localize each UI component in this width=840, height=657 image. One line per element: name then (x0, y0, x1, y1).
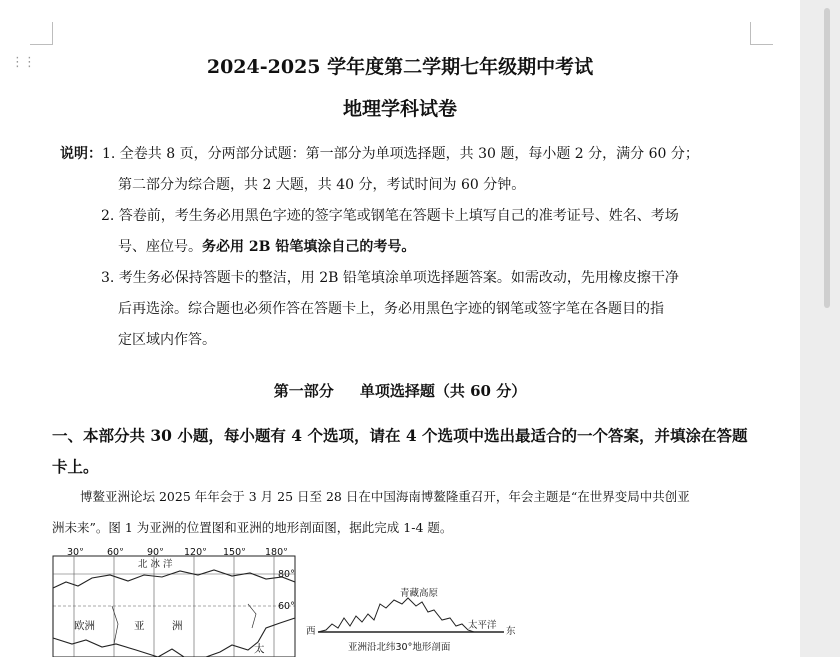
instruction-item-1 (60, 143, 699, 163)
scrollbar-thumb[interactable] (824, 8, 830, 308)
instruction-2-line-2b: 务必用 2B 铅笔填涂自己的考号。 (202, 239, 416, 255)
passage-line-2: 洲未来”。图 1 为亚洲的位置图和亚洲的地形剖面图，据此完成 1-4 题。 (52, 520, 453, 535)
profile-east-label: 东 (506, 626, 516, 637)
instruction-3-line-3: 定区域内作答。 (118, 332, 216, 348)
instruction-1-line-1: 1. 全卷共 8 页，分两部分试题：第一部分为单项选择题，共 30 题，每小题 2 分，满分 60 分； (102, 146, 699, 162)
lon-label-30: 30° (67, 548, 84, 558)
profile-terrain-line (318, 598, 474, 632)
pacific-ocean-label: 太平洋 (468, 620, 497, 631)
lat-label-80: 80° (278, 569, 295, 580)
margin-corner-left (30, 22, 53, 45)
exam-subtitle: 地理学科试卷 (342, 98, 457, 120)
arctic-ocean-label: 北 冰 洋 (138, 559, 173, 570)
lon-label-150: 150° (223, 548, 246, 558)
section-heading-line-1: 一、本部分共 30 小题，每小题有 4 个选项，请在 4 个选项中选出最适合的一个答案，并填涂在答题 (52, 426, 748, 445)
terrain-profile-figure (304, 586, 524, 657)
instruction-1-line-2: 第二部分为综合题，共 2 大题，共 40 分，考试时间为 60 分钟。 (118, 177, 526, 193)
plateau-label: 青藏高原 (400, 588, 439, 599)
section-title: 第一部分 单项选择题（共 60 分） (273, 382, 527, 400)
profile-west-label: 西 (306, 626, 316, 637)
europe-label: 欧洲 (74, 620, 95, 632)
asia-label-a: 亚 (134, 620, 145, 632)
asia-label-b: 洲 (172, 620, 183, 632)
lon-label-90: 90° (147, 548, 164, 558)
instruction-2-line-1: 2. 答卷前，考生务必用黑色字迹的签字笔或钢笔在答题卡上填写自己的准考证号、姓名、考场 (101, 208, 679, 224)
lon-label-120: 120° (184, 548, 207, 558)
instruction-3-line-2: 后再选涂。综合题也必须作答在答题卡上，务必用黑色字迹的钢笔或签字笔在各题目的指 (118, 301, 664, 317)
drag-handle-icon[interactable]: ⋮⋮ (11, 55, 35, 70)
margin-corner-right (750, 22, 773, 45)
pacific-label-part: 太 (254, 643, 265, 655)
lat-label-60: 60° (278, 601, 295, 612)
passage-line-1: 博鳌亚洲论坛 2025 年年会于 3 月 25 日至 28 日在中国海南博鳌隆重召开，年会主题是“在世界变局中共创亚 (80, 489, 690, 504)
section-heading-line-2: 卡上。 (52, 457, 99, 476)
asia-location-map (52, 548, 298, 657)
lon-label-180: 180° (265, 548, 288, 558)
instruction-2-line-2a: 号、座位号。 (118, 239, 202, 255)
profile-caption: 亚洲沿北纬30°地形剖面 (348, 642, 451, 653)
instruction-item-2-line-2 (118, 236, 415, 256)
scrollbar-track[interactable] (800, 0, 840, 657)
exam-title: 2024-2025 学年度第二学期七年级期中考试 (206, 56, 594, 78)
instruction-3-line-1: 3. 考生务必保持答题卡的整洁，用 2B 铅笔填涂单项选择题答案。如需改动，先用橡皮擦干净 (101, 270, 679, 286)
lon-label-60: 60° (107, 548, 124, 558)
instructions-label: 说明： (60, 146, 102, 162)
